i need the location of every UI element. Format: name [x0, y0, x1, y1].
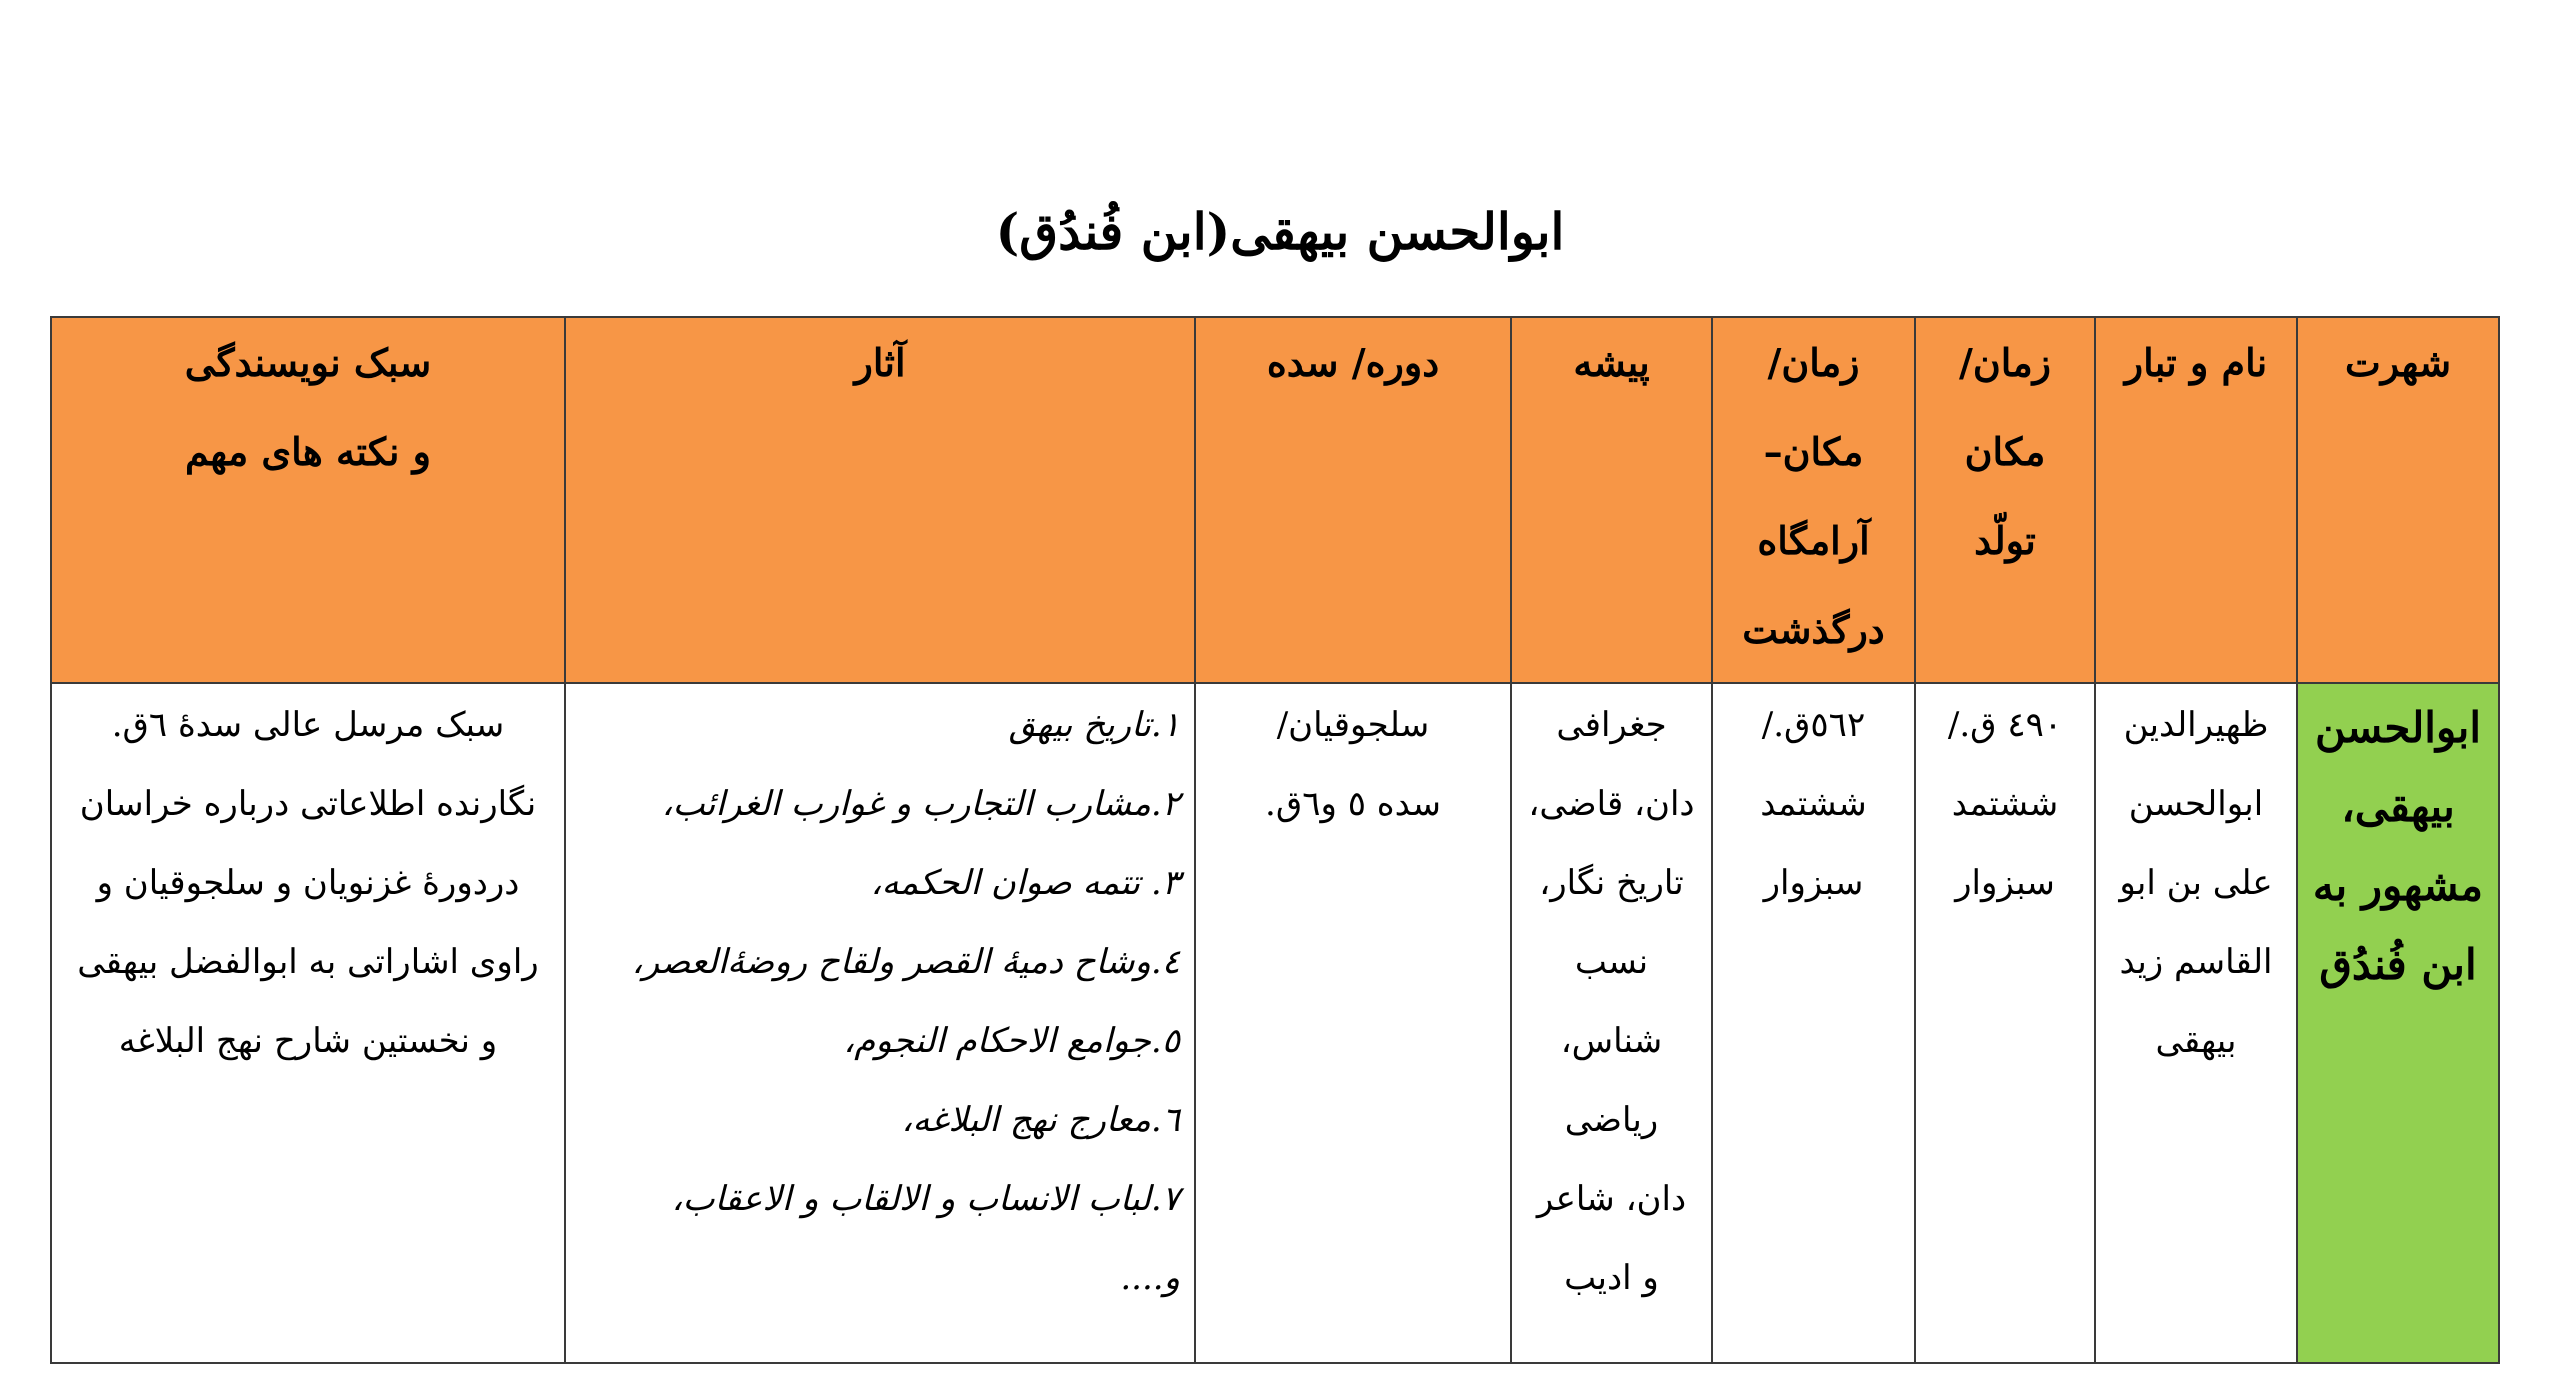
- work-item: ١.تاریخ بیهق: [1008, 705, 1180, 745]
- table-header-row: [51, 317, 2499, 683]
- header-birth: زمان/ مکان تولّد: [1915, 317, 2095, 683]
- work-item: ٦.معارج نهج البلاغه،: [901, 1100, 1180, 1140]
- work-item: ٧.لباب الانساب و الالقاب و الاعقاب،: [671, 1179, 1180, 1219]
- work-item: ٥.جوامع الاحکام النجوم،: [843, 1021, 1180, 1061]
- cell-style: سبک مرسل عالی سدۀ ٦ق. نگارنده اطلاعاتی درباره خراسان دردورۀ غزنویان و سلجوقیان و راوی اشاراتی به ابوالفضل بیهقی و نخستین شارح نهج البلاغه: [51, 683, 565, 1363]
- biography-table: [50, 316, 2500, 1364]
- cell-profession: جغرافی دان، قاضی، تاریخ نگار، نسب شناس، ریاضی دان، شاعر و ادیب: [1511, 683, 1712, 1363]
- page-title: ابوالحسن بیهقی(ابن فُندُق): [995, 202, 1565, 261]
- header-works: آثار: [565, 317, 1195, 683]
- cell-death: ٥٦٢ق./ ششتمد سبزوار: [1712, 683, 1915, 1363]
- work-item: ٤.وشاح دمیۀ القصر ولقاح روضۀالعصر،: [631, 942, 1180, 982]
- cell-fame: ابوالحسن بیهقی، مشهور به ابن فُندُق: [2297, 683, 2499, 1363]
- header-fame: شهرت: [2297, 317, 2499, 683]
- header-death: زمان/ مکان– آرامگاه درگذشت: [1712, 317, 1915, 683]
- cell-birth: ٤٩٠ ق./ ششتمد سبزوار: [1915, 683, 2095, 1363]
- header-era: دوره/ سده: [1195, 317, 1511, 683]
- header-style: سبک نویسندگی و نکته های مهم: [51, 317, 565, 683]
- work-item: ٣. تتمه صوان الحکمه،: [870, 863, 1180, 903]
- table-row: [51, 683, 2499, 1363]
- cell-name: ظهیرالدین ابوالحسن علی بن ابو القاسم زید بیهقی: [2095, 683, 2297, 1363]
- work-item: و....: [1120, 1258, 1180, 1298]
- cell-era: سلجوقیان/ سده ٥ و٦ق.: [1195, 683, 1511, 1363]
- work-item: ٢.مشارب التجارب و غوارب الغرائب،: [661, 784, 1180, 824]
- cell-works: [565, 683, 1195, 1363]
- header-profession: پیشه: [1511, 317, 1712, 683]
- header-name: نام و تبار: [2095, 317, 2297, 683]
